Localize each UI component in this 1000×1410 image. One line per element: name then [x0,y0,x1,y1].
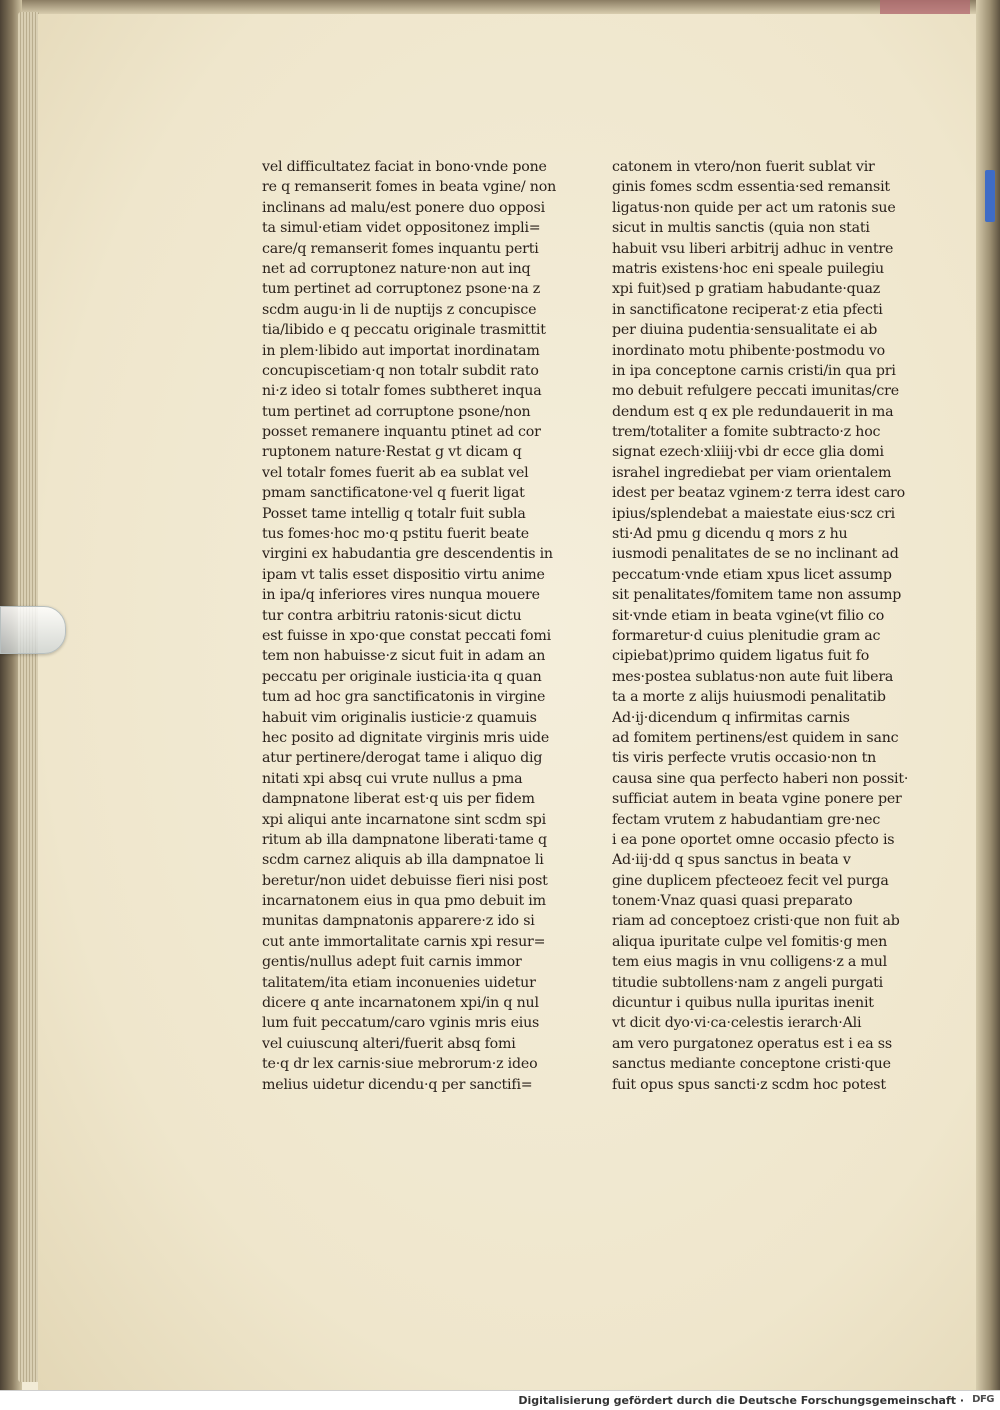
funding-credit: Digitalisierung gefördert durch die Deutsche Forschungsgemeinschaft · [518,1394,964,1407]
text-line: concupiscetiam·q non totalr subdit rato [262,362,539,379]
text-line: tem eius magis in vnu colligens·z a mul [612,954,888,971]
text-line: per diuina pudentia·sensualitate ei ab [612,322,878,339]
text-line: sanctus mediante conceptone cristi·que [612,1056,891,1073]
text-line: Ad·ij·dicendum q infirmitas carnis [612,709,850,726]
text-line: matris existens·hoc eni speale puilegiu [612,260,884,277]
dfg-logo: DFG [972,1394,994,1405]
text-line: titudie subtollens·nam z angeli purgati [612,974,883,991]
text-line: dampnatone liberat est·q uis per fidem [262,791,535,808]
text-line: sit penalitates/fomitem tame non assump [612,587,902,604]
text-column-left [262,157,562,1095]
text-line: atur pertinere/derogat tame i aliquo dig [262,750,543,767]
text-line: ipam vt talis esset dispositio virtu anime [262,566,545,583]
text-line: ginis fomes scdm essentia·sed remansit [612,179,890,196]
text-line: dendum est q ex ple redundauerit in ma [612,403,894,420]
text-line: tum ad hoc gra sanctificatonis in virgine [262,689,546,706]
text-line: am vero purgatonez operatus est i ea ss [612,1035,892,1052]
text-line: inordinato motu phibente·postmodu vo [612,342,885,359]
text-line: tus fomes·hoc mo·q pstitu fuerit beate [262,526,529,543]
text-line: munitas dampnatonis apparere·z ido si [262,913,535,930]
text-line: xpi fuit)sed p gratiam habudante·quaz [612,281,880,298]
text-line: mes·postea sublatus·non aute fuit libera [612,668,894,685]
text-line: causa sine qua perfecto haberi non possit· [612,770,909,787]
text-line: vt dicit dyo·vi·ca·celestis ierarch·Ali [612,1015,862,1032]
text-line: scdm carnez aliquis ab illa dampnatoe li [262,852,544,869]
text-line: incarnatonem eius in qua pmo debuit im [262,893,546,910]
text-line: ritum ab illa dampnatone liberati·tame q [262,831,547,848]
text-line: care/q remanserit fomes inquantu perti [262,240,539,257]
text-line: tonem·Vnaz quasi quasi preparato [612,893,853,910]
text-line: peccatu per originale iusticia·ita q quan [262,668,542,685]
text-line: dicuntur i quibus nulla ipuritas inenit [612,995,874,1012]
text-line: tia/libido e q peccatu originale trasmittit [262,322,546,339]
text-line: sicut in multis sanctis (quia non stati [612,220,870,237]
text-line: cut ante immortalitate carnis xpi resur= [262,933,546,950]
text-line: tum pertinet ad corruptone psone/non [262,403,531,420]
text-line: vel totalr fomes fuerit ab ea sublat vel [262,464,529,481]
text-line: riam ad conceptoez cristi·que non fuit ab [612,913,900,930]
page-stack-edge [18,12,40,1382]
text-line: iusmodi penalitates de se no inclinant ad [612,546,899,563]
text-line: signat ezech·xliiij·vbi dr ecce glia domi [612,444,884,461]
text-line: catonem in vtero/non fuerit sublat vir [612,159,875,175]
text-line: sti·Ad pmu g dicendu q mors z hu [612,526,848,543]
book-top-edge [0,0,1000,14]
text-line: fectam vrutem z habudantiam gre·nec [612,811,881,828]
text-line: inclinans ad malu/est ponere duo opposi [262,199,545,216]
text-line: ipius/splendebat a maiestate eius·scz cri [612,505,896,522]
text-line: pmam sanctificatone·vel q fuerit ligat [262,485,525,502]
text-line: in sanctificatone reciperat·z etia pfecti [612,301,883,318]
funding-footer [0,1390,1000,1410]
text-line: gentis/nullus adept fuit carnis immor [262,954,522,971]
text-line: ligatus·non quide per act um ratonis sue [612,199,896,216]
text-line: talitatem/ita etiam inconuenies uidetur [262,974,536,991]
text-line: ni·z ideo si totalr fomes subtheret inqua [262,383,542,400]
text-line: cipiebat)primo quidem ligatus fuit fo [612,648,870,665]
text-line: beretur/non uidet debuisse fieri nisi post [262,872,548,889]
text-line: i ea pone oportet omne occasio pfecto is [612,831,895,848]
text-line: vel cuiuscunq alteri/fuerit absq fomi [262,1035,516,1052]
text-line: tis viris perfecte vrutis occasio·non tn [612,750,877,767]
text-line: te·q dr lex carnis·siue mebrorum·z ideo [262,1056,538,1073]
text-line: aliqua ipuritate culpe vel fomitis·g men [612,933,888,950]
text-line: ta simul·etiam videt oppositonez impli= [262,220,541,237]
text-line: ad fomitem pertinens/est quidem in sanc [612,729,899,746]
text-line: formaretur·d cuius plenitudie gram ac [612,627,881,644]
bookmark-flag [985,170,995,222]
text-line: dicere q ante incarnatonem xpi/in q nul [262,995,539,1012]
text-line: hec posito ad dignitate virginis mris uide [262,729,550,746]
text-line: in plem·libido aut importat inordinatam [262,342,540,359]
text-line: xpi aliqui ante incarnatone sint scdm spi [262,811,547,828]
text-line: nitati xpi absq cui vrute nullus a pma [262,770,523,787]
text-line: posset remanere inquantu ptinet ad cor [262,424,541,441]
text-line: trem/totaliter a fomite subtracto·z hoc [612,424,881,441]
text-column-right [612,157,937,1095]
text-line: net ad corruptonez nature·non aut inq [262,260,531,277]
text-line: peccatum·vnde etiam xpus licet assump [612,566,892,583]
text-line: lum fuit peccatum/caro vginis mris eius [262,1015,540,1032]
text-line: virgini ex habudantia gre descendentis in [262,546,553,563]
text-line: sit·vnde etiam in beata vgine(vt filio co [612,607,885,624]
text-line: habuit vim originalis iusticie·z quamuis [262,709,537,726]
text-line: idest per beataz vginem·z terra idest caro [612,485,905,502]
text-line: melius uidetur dicendu·q per sanctifi= [262,1076,533,1093]
text-line: sufficiat autem in beata vgine ponere per [612,791,902,808]
text-line: tur contra arbitriu ratonis·sicut dictu [262,607,522,624]
text-line: in ipa/q inferiores vires nunqua mouere [262,587,540,604]
page-stain [880,0,970,14]
text-line: Ad·iij·dd q spus sanctus in beata v [612,852,851,869]
text-line: gine duplicem pfecteoez fecit vel purga [612,872,889,889]
text-line: tem non habuisse·z sicut fuit in adam an [262,648,546,665]
text-line: vel difficultatez faciat in bono·vnde pone [262,159,547,175]
text-line: Posset tame intellig q totalr fuit subla [262,505,526,522]
text-line: ta a morte z alijs huiusmodi penalitatib [612,689,886,706]
text-line: tum pertinet ad corruptonez psone·na z [262,281,541,298]
page-clip [0,606,66,654]
text-line: mo debuit refulgere peccati imunitas/cre [612,383,899,400]
text-line: fuit opus spus sancti·z scdm hoc potest [612,1076,886,1093]
text-line: ruptonem nature·Restat g vt dicam q [262,444,522,461]
text-line: habuit vsu liberi arbitrij adhuc in ventre [612,240,894,257]
text-line: scdm augu·in li de nuptijs z concupisce [262,301,537,318]
text-line: est fuisse in xpo·que constat peccati fomi [262,627,551,644]
text-line: israhel ingrediebat per viam orientalem [612,464,892,481]
text-line: in ipa conceptone carnis cristi/in qua pri [612,362,896,379]
text-line: re q remanserit fomes in beata vgine/ non [262,179,557,196]
